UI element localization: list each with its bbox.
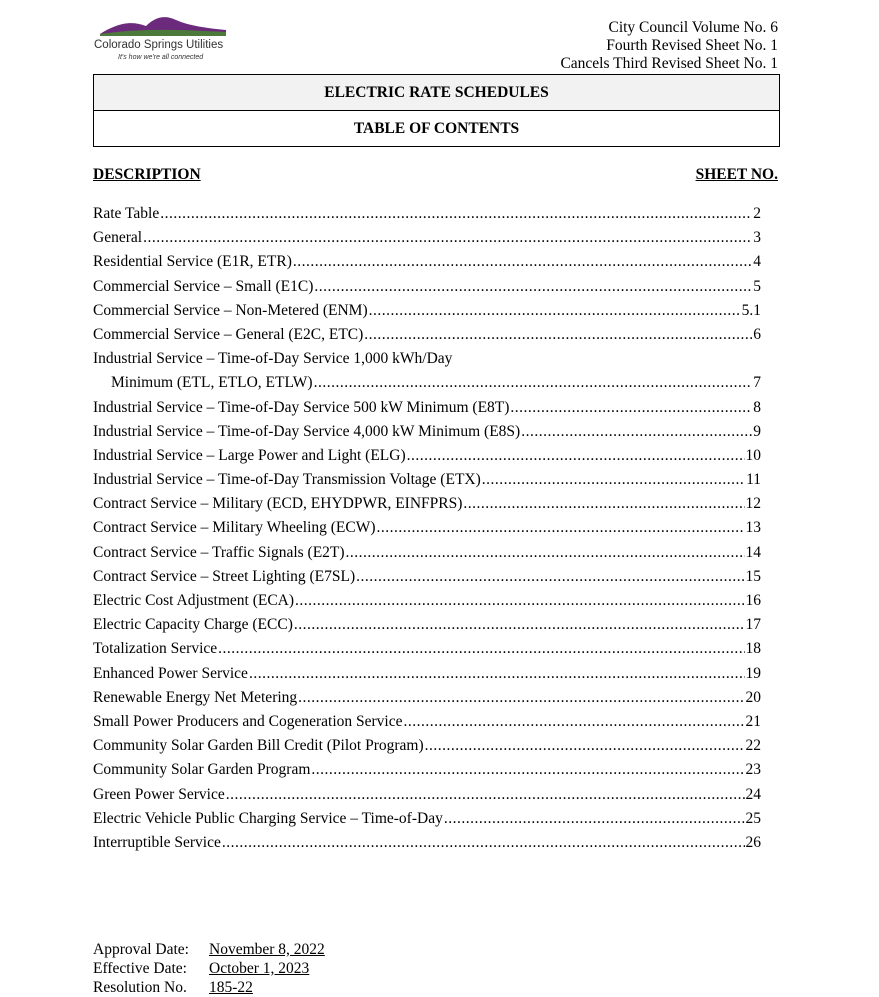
toc-entry-label: Contract Service – Street Lighting (E7SL) [93,567,356,585]
toc-entry-label: Industrial Service – Time-of-Day Service 1,000 kWh/Day [93,350,453,368]
toc-entry-sheet-number: 19 [745,664,761,682]
toc-entry-sheet-number: 16 [745,592,761,609]
toc-leader-dots [314,275,752,299]
toc-leader-dots [218,637,744,661]
toc-entry-sheet-number: 5 [753,277,761,295]
toc-entry-label: Electric Capacity Charge (ECC) [93,616,293,634]
toc-entry [93,783,761,807]
toc-entry-sheet-number: 13 [745,519,761,537]
toc-entry-sheet-number: 25 [745,809,761,827]
document-subtitle: TABLE OF CONTENTS [93,110,780,147]
toc-leader-dots [369,299,741,323]
toc-entry-sheet-number: 2 [753,205,761,222]
toc-leader-dots [444,807,745,831]
toc-entry-label: Industrial Service – Time-of-Day Service 4,000 kW Minimum (E8S) [93,422,521,440]
toc-entry-sheet-number: 26 [745,833,761,851]
toc-entry-label: Commercial Service – Non-Metered (ENM) [93,301,368,319]
toc-entry [93,686,761,710]
toc-entry-label: General [93,229,143,247]
resolution-number-label: Resolution No. [93,979,187,996]
effective-date-label: Effective Date: [93,960,187,977]
toc-entry-sheet-number: 8 [753,398,761,416]
toc-leader-dots [160,202,752,226]
toc-entry-label: Community Solar Garden Program [93,761,311,779]
toc-entry [93,396,761,420]
toc-entry [93,299,761,323]
toc-entry-sheet-number: 5.1 [741,301,761,319]
volume-number: City Council Volume No. 6 [608,19,778,36]
toc-entry [93,541,761,565]
toc-entry-sheet-number: 4 [753,253,761,271]
description-column-header: DESCRIPTION [93,166,201,183]
toc-entry [93,565,761,589]
toc-entry-label: Small Power Producers and Cogeneration Service [93,712,403,730]
toc-entry [93,202,761,226]
toc-leader-dots [482,468,745,492]
toc-entry-label: Interruptible Service [93,833,221,851]
toc-entry [93,589,761,613]
effective-date-value: October 1, 2023 [209,960,310,977]
toc-entry [93,613,761,637]
toc-entry-label: Commercial Service – General (E2C, ETC) [93,325,364,343]
toc-entry [93,226,761,250]
approval-date-value: November 8, 2022 [209,941,325,958]
toc-entry [93,468,761,492]
toc-entry-label: Minimum (ETL, ETLO, ETLW) [111,374,313,392]
toc-leader-dots [510,396,752,420]
toc-entry-label: Contract Service – Traffic Signals (E2T) [93,543,345,561]
toc-entry [93,807,761,831]
toc-leader-dots [311,758,744,782]
toc-leader-dots [143,226,752,250]
toc-leader-dots [364,323,752,347]
toc-entry-sheet-number: 18 [745,640,761,658]
toc-entry [93,371,761,395]
toc-entry [93,250,761,274]
cancels-sheet: Cancels Third Revised Sheet No. 1 [560,55,778,72]
toc-entry-sheet-number: 15 [745,567,761,585]
toc-leader-dots [294,613,745,637]
toc-entry-label: Industrial Service – Time-of-Day Transmission Voltage (ETX) [93,471,481,489]
logo-tagline: It's how we're all connected [118,54,204,61]
approval-date-label: Approval Date: [93,941,189,958]
toc-entry-sheet-number: 7 [753,374,761,392]
toc-entry [93,758,761,782]
toc-entry-sheet-number: 10 [745,446,761,464]
toc-entry [93,275,761,299]
toc-entry [93,637,761,661]
toc-leader-dots [404,710,745,734]
toc-entry-sheet-number: 11 [746,471,761,489]
toc-entry-sheet-number: 14 [745,543,761,561]
logo-company-name: Colorado Springs Utilities [94,39,224,51]
toc-entry-sheet-number: 22 [745,737,761,755]
toc-entry-label: Renewable Energy Net Metering [93,688,298,706]
toc-entry-label: Rate Table [93,205,160,222]
toc-entry [93,347,761,371]
toc-entry-label: Commercial Service – Small (E1C) [93,277,314,295]
toc-leader-dots [346,541,745,565]
toc-entry-sheet-number: 20 [745,688,761,706]
toc-entry [93,420,761,444]
revised-sheet: Fourth Revised Sheet No. 1 [606,37,778,54]
toc-entry [93,662,761,686]
toc-entry-label: Community Solar Garden Bill Credit (Pilot Program) [93,737,424,755]
toc-entry-label: Contract Service – Military (ECD, EHYDPWR, EINFPRS) [93,495,463,513]
toc-entry-label: Industrial Service – Large Power and Light (ELG) [93,446,406,464]
toc-entry-label: Green Power Service [93,785,225,803]
toc-entry-sheet-number: 21 [745,712,761,730]
document-header-info [560,19,778,73]
toc-entry-label: Enhanced Power Service [93,664,248,682]
toc-leader-dots [463,492,744,516]
toc-entry-label: Contract Service – Military Wheeling (ECW) [93,519,376,537]
toc-leader-dots [249,662,745,686]
mountain-logo-icon [98,14,228,38]
toc-entry-label: Residential Service (E1R, ETR) [93,253,292,271]
toc-entry-label: Totalization Service [93,640,218,658]
toc-entry-label: Industrial Service – Time-of-Day Service 500 kW Minimum (E8T) [93,398,510,416]
toc-entry-sheet-number: 24 [745,785,761,803]
toc-entry-sheet-number: 17 [745,616,761,634]
toc-leader-dots [425,734,745,758]
toc-leader-dots [356,565,744,589]
toc-leader-dots [293,250,752,274]
toc-leader-dots [377,516,745,540]
toc-entry-sheet-number: 12 [745,495,761,513]
toc-leader-dots [314,371,753,395]
toc-leader-dots [295,589,744,613]
toc-entry-sheet-number: 6 [753,325,761,343]
document-title: ELECTRIC RATE SCHEDULES [93,74,780,111]
toc-leader-dots [298,686,744,710]
toc-entry [93,323,761,347]
toc-entry [93,831,761,855]
table-of-contents [93,202,761,855]
toc-leader-dots [521,420,752,444]
toc-entry [93,444,761,468]
toc-entry-label: Electric Cost Adjustment (ECA) [93,592,295,609]
toc-entry [93,492,761,516]
company-logo [94,14,234,66]
toc-entry-sheet-number: 3 [753,229,761,247]
toc-entry-label: Electric Vehicle Public Charging Service – Time-of-Day [93,809,443,827]
resolution-number-value: 185-22 [209,979,253,996]
toc-entry [93,734,761,758]
sheet-number-column-header: SHEET NO. [695,166,778,183]
toc-entry-sheet-number: 23 [745,761,761,779]
toc-entry [93,516,761,540]
toc-leader-dots [222,831,745,855]
toc-entry-sheet-number: 9 [753,422,761,440]
toc-leader-dots [407,444,745,468]
document-footer [93,940,349,997]
toc-entry [93,710,761,734]
toc-leader-dots [226,783,745,807]
